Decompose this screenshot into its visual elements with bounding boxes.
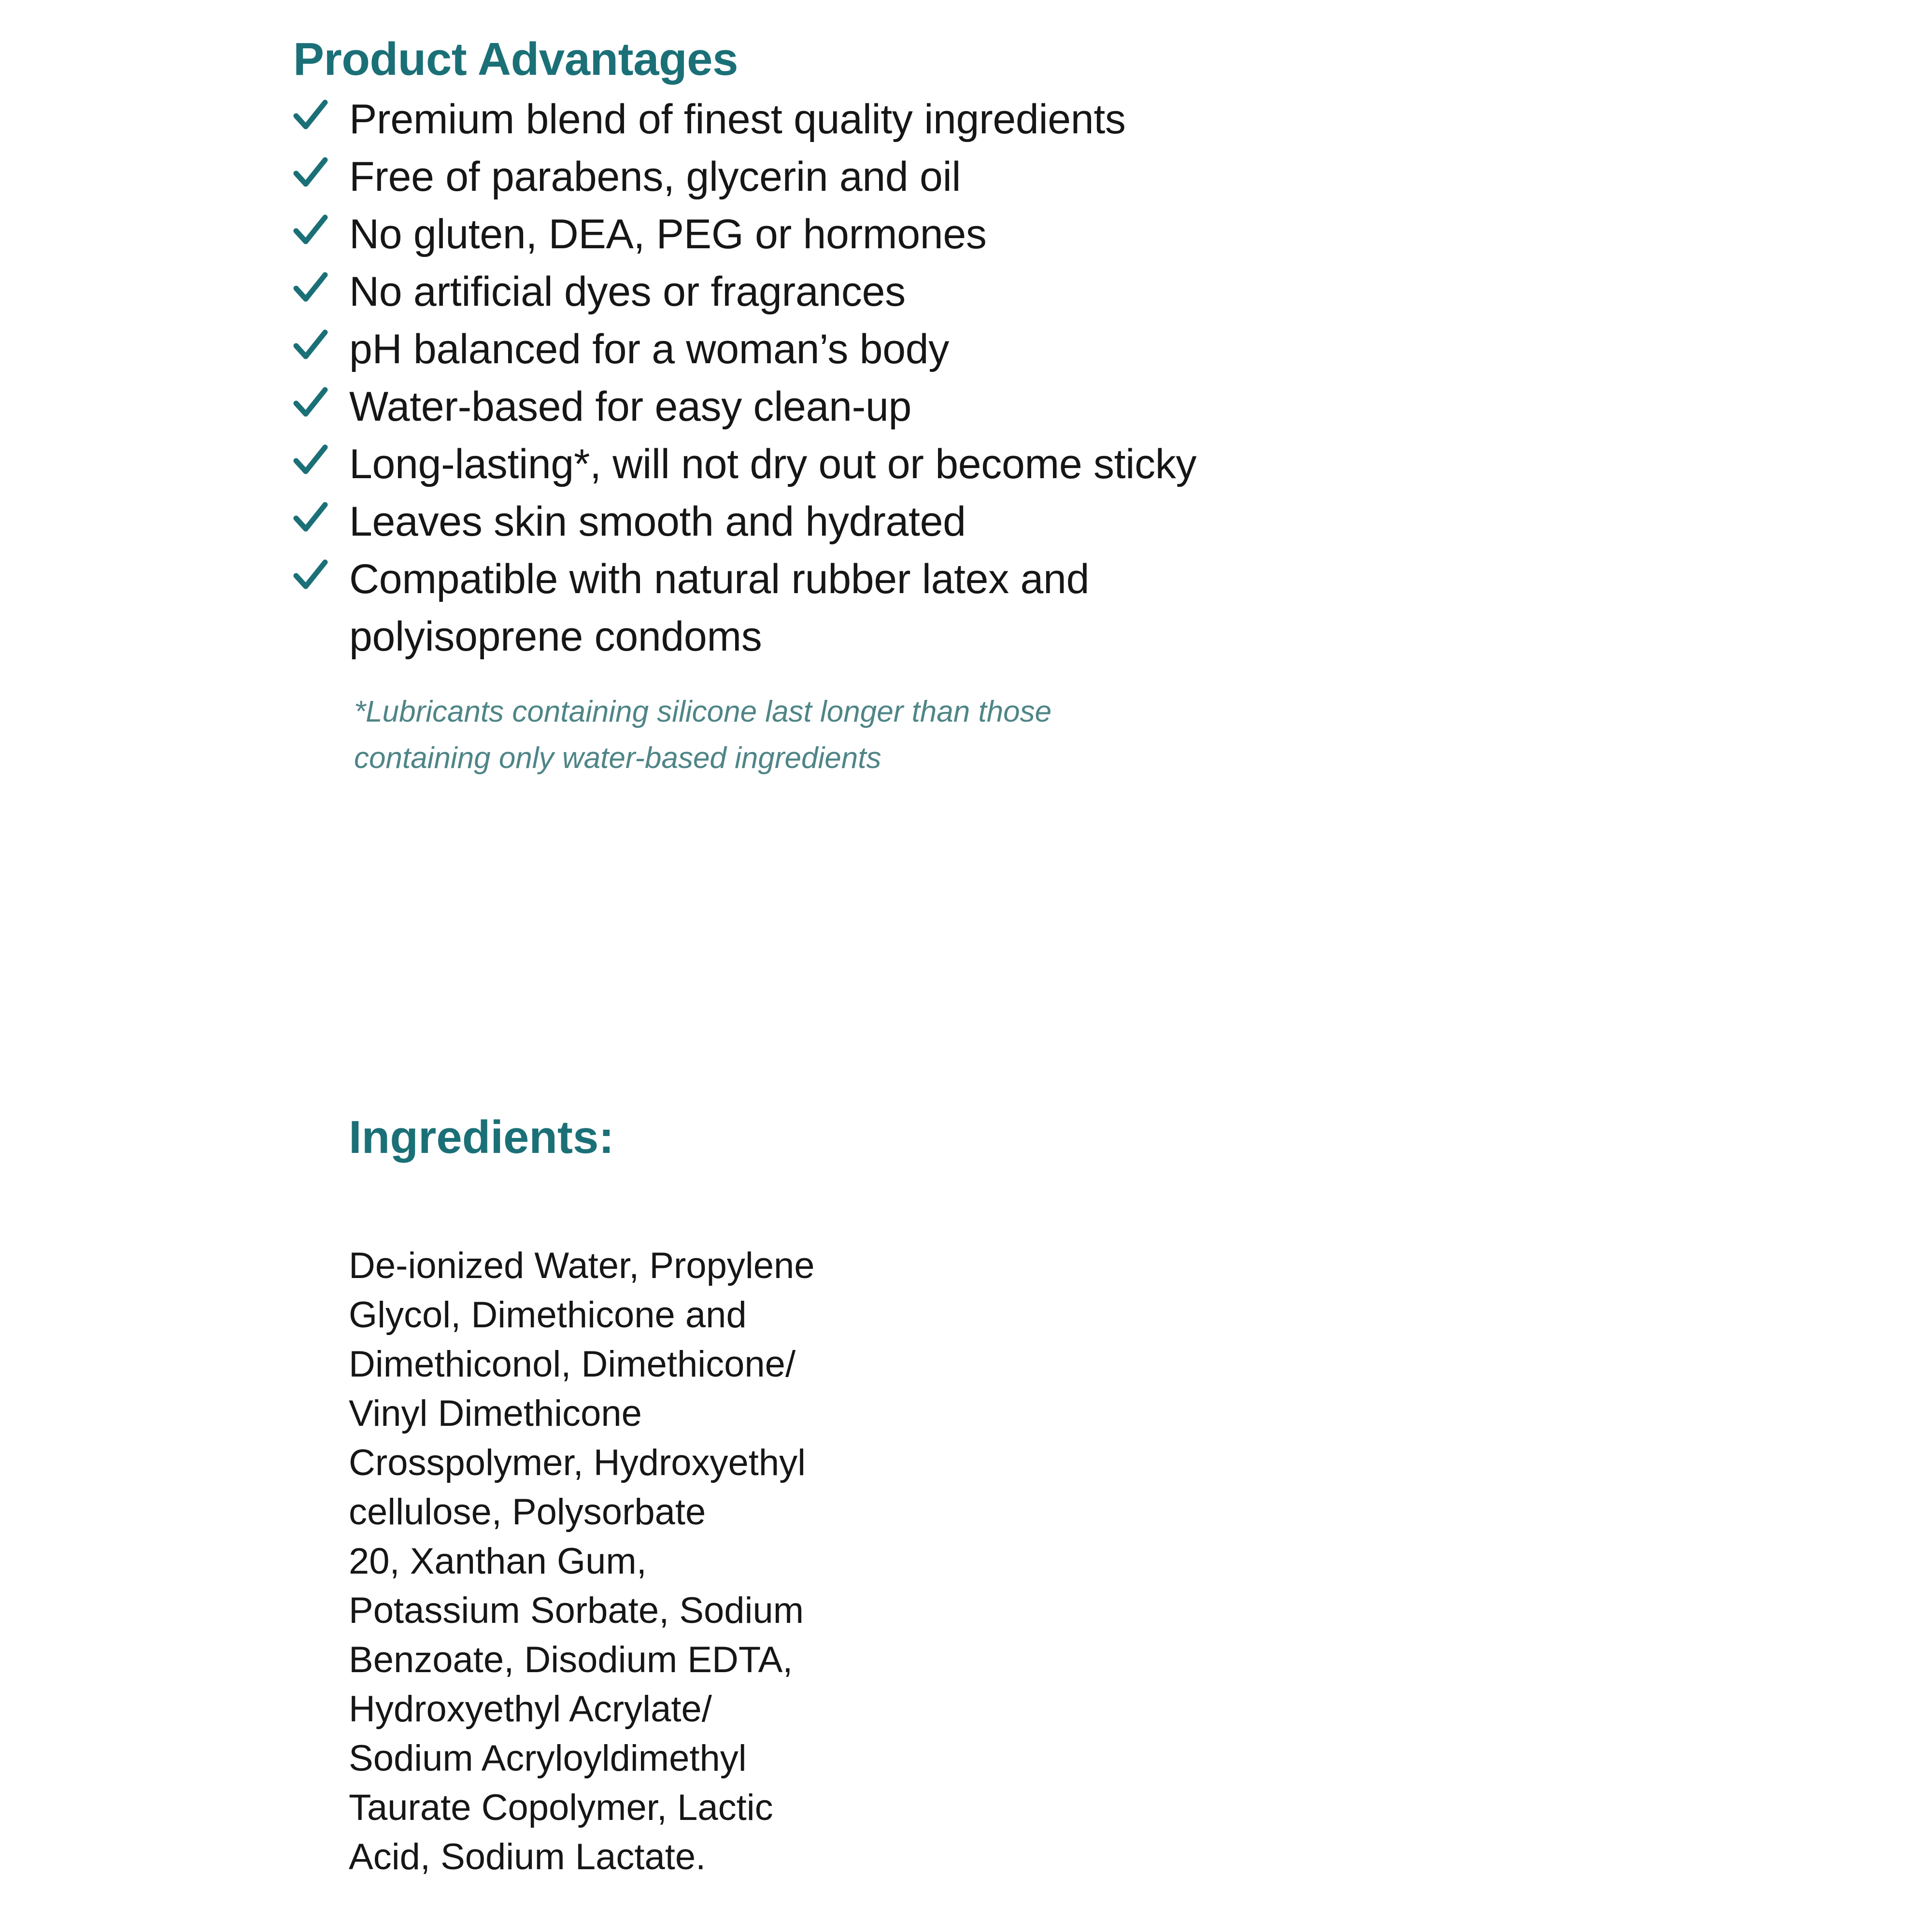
list-item [293,378,1501,436]
advantage-text: Free of parabens, glycerin and oil [349,154,961,200]
check-icon [293,213,328,248]
advantage-text: pH balanced for a woman’s body [349,326,949,372]
silicone-footnote: *Lubricants containing silicone last longer than those containing only water-based ingredients [354,695,1052,775]
product-advantages-title: Product Advantages [293,33,738,85]
list-item [293,206,1501,263]
list-item [293,91,1501,148]
check-icon [293,558,328,593]
advantage-text: Water-based for easy clean-up [349,384,912,430]
advantage-text: No gluten, DEA, PEG or hormones [349,211,987,257]
check-icon [293,271,328,306]
check-icon [293,501,328,536]
advantage-text: Premium blend of finest quality ingredients [349,96,1126,142]
ingredients-text: De-ionized Water, Propylene Glycol, Dimethicone and Dimethiconol, Dimethicone/ Vinyl Dimethicone Crosspolymer, Hydroxyethyl cellulose, Polysorbate 20, Xanthan Gum, Potassium Sorbate, Sodium Benzoate, Disodium EDTA, Hydroxyethyl Acrylate/ Sodium Acryloyldimethyl Taurate Copolymer, Lactic Acid, Sodium Lactate. [349,1245,815,1877]
advantage-text: Long-lasting*, will not dry out or become sticky [349,441,1197,487]
check-icon [293,156,328,191]
advantage-text: Compatible with natural rubber latex and polyisoprene condoms [349,556,1090,660]
list-item [293,263,1501,321]
check-icon [293,386,328,421]
list-item [293,493,1501,551]
list-item [293,148,1501,206]
product-advantages-section [293,28,1501,781]
list-item [293,321,1501,378]
list-item [293,436,1501,493]
check-icon [293,328,328,363]
advantages-list [293,91,1501,666]
ingredients-section [349,1106,880,1882]
check-icon [293,443,328,478]
ingredients-title: Ingredients: [349,1111,614,1163]
advantage-text: No artificial dyes or fragrances [349,269,906,315]
advantage-text: Leaves skin smooth and hydrated [349,498,966,545]
list-item [293,551,1267,666]
check-icon [293,99,328,133]
